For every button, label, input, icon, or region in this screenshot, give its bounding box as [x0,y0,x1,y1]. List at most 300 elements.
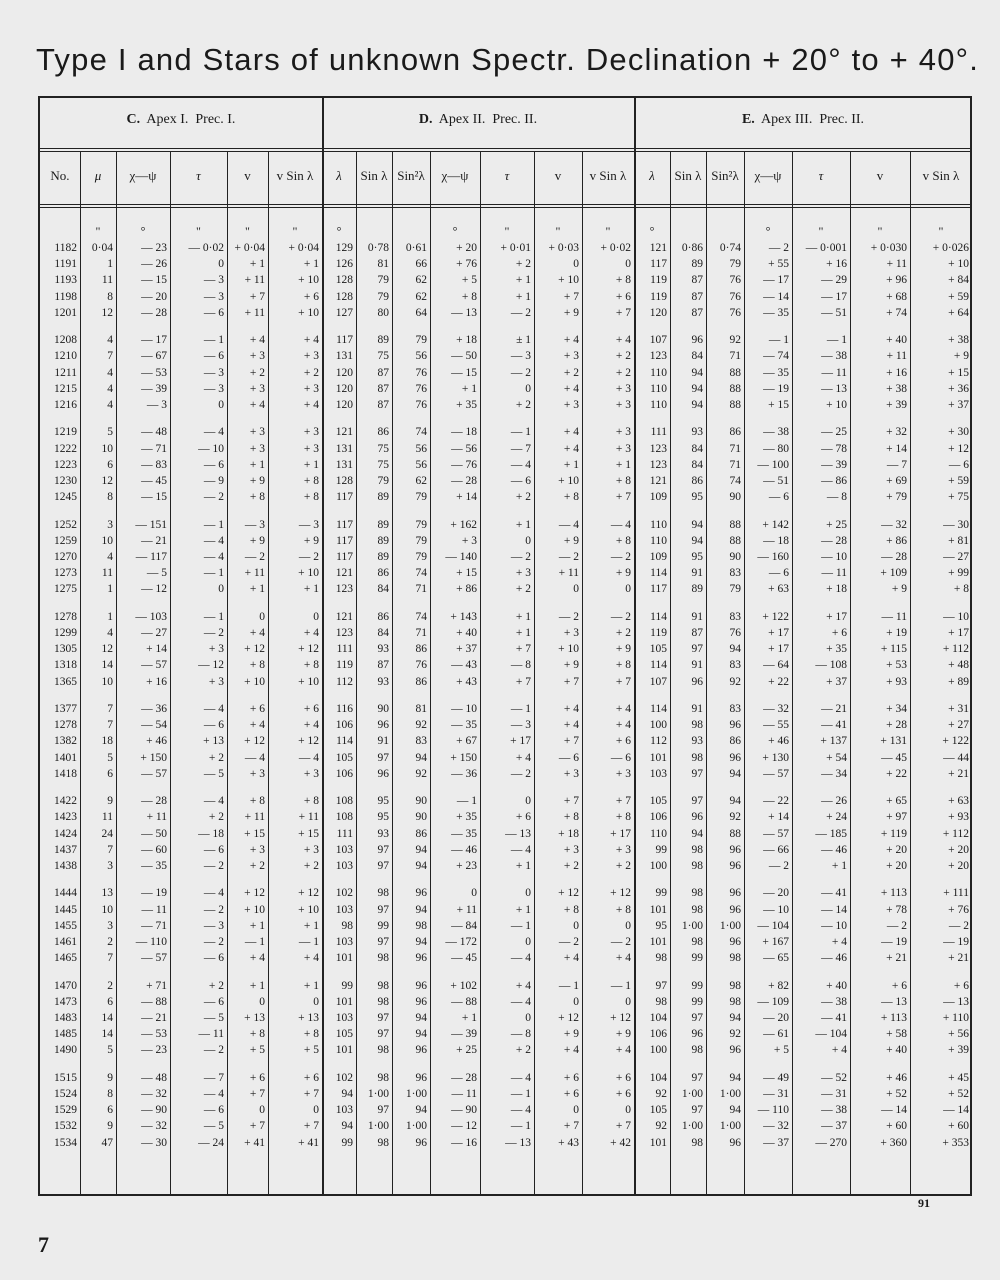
table-cell: + 1 [303,919,319,932]
star-number: 1259 [54,534,77,547]
table-cell: 96 [415,1071,427,1084]
table-cell: 83 [415,735,427,748]
table-cell: + 40 [886,1044,907,1057]
table-cell: — 30 [943,518,969,531]
table-cell: + 14 [456,491,477,504]
table-cell: — 4 [298,751,319,764]
table-cell: + 14 [768,811,789,824]
table-cell: + 25 [456,1044,477,1057]
unit-label: ° [452,224,458,238]
table-cell: 88 [729,382,741,395]
table-cell: 127 [335,306,353,319]
unit-label: " [938,224,944,238]
table-row [40,290,974,304]
table-cell: 102 [335,1071,353,1084]
table-cell: 98 [341,919,353,932]
table-cell: 12 [101,643,113,656]
table-cell: 104 [649,1071,667,1084]
table-cell: + 35 [456,399,477,411]
table-cell: + 12 [244,887,265,900]
table-cell: 105 [335,751,353,764]
table-cell: 111 [336,643,353,656]
table-cell: — 6 [610,751,631,764]
table-cell: + 3 [249,843,265,856]
table-cell: + 1 [515,903,531,916]
table-cell: — 172 [445,936,477,948]
table-cell: 75 [377,350,389,363]
table-cell: — 12 [198,659,224,672]
table-cell: 8 [107,491,113,504]
table-cell: + 27 [948,719,969,732]
table-cell: 7 [107,703,113,715]
table-cell: 86 [377,426,389,439]
table-cell: 102 [335,887,353,900]
table-cell: — 57 [141,767,167,780]
table-cell: 79 [415,491,427,504]
table-cell: — 19 [943,936,969,948]
star-number: 1490 [54,1044,77,1057]
table-cell: — 26 [821,795,847,808]
table-cell: + 1 [515,518,531,531]
table-cell: 0 [218,399,224,411]
star-number: 1201 [54,306,77,319]
section-header-2 [322,112,634,128]
table-cell: + 41 [244,1136,265,1149]
table-cell: 3 [107,860,113,872]
table-cell: + 7 [303,1088,319,1100]
table-cell: 121 [335,426,353,439]
table-cell: 87 [691,290,703,303]
table-cell: — 57 [141,659,167,672]
table-cell: 123 [649,350,667,363]
table-cell: + 0·030 [870,242,907,254]
table-cell: + 79 [886,491,907,504]
table-cell: 71 [729,350,741,363]
table-cell: — 0·001 [805,242,847,254]
table-cell: + 1 [461,382,477,395]
table-cell: — 28 [141,795,167,808]
table-row [40,1119,974,1133]
table-cell: — 2 [244,551,265,563]
table-cell: — 37 [821,1120,847,1133]
table-cell: 84 [691,350,703,363]
table-cell: + 8 [249,491,265,504]
table-cell: 1·00 [681,919,703,932]
table-cell: — 61 [763,1028,789,1041]
table-cell: + 43 [558,1136,579,1149]
table-cell: — 80 [763,442,789,455]
table-cell: 79 [377,290,389,303]
section-letter: D. [418,112,433,127]
table-cell: 100 [649,860,667,872]
star-number: 1270 [54,551,77,563]
table-cell: 86 [415,827,427,840]
table-cell: 97 [377,1104,389,1117]
table-cell: — 2 [510,767,531,780]
table-cell: + 67 [456,735,477,748]
table-cell: 13 [101,887,113,900]
table-cell: + 17 [826,610,847,623]
table-cell: — 46 [821,843,847,856]
table-cell: — 15 [141,274,167,287]
table-cell: + 4 [563,382,579,395]
table-cell: + 6 [249,1071,265,1084]
table-cell: + 4 [563,334,579,347]
table-cell: — 2 [298,551,319,563]
column-header: χ—ψ [754,168,782,183]
table-cell: — 45 [141,475,167,487]
table-cell: 119 [336,659,353,672]
table-cell: — 3 [298,518,319,531]
table-cell: — 12 [451,1120,477,1133]
table-cell: + 12 [558,1012,579,1024]
table-cell: — 45 [451,952,477,965]
table-cell: — 30 [141,1136,167,1149]
table-cell: 131 [335,458,353,471]
table-cell: + 102 [450,979,477,992]
table-cell: — 6 [768,491,789,504]
table-cell: + 82 [768,979,789,992]
table-cell: + 10 [948,258,969,271]
table-cell: 14 [101,1012,113,1024]
table-cell: 93 [377,675,389,688]
table-cell: + 2 [563,366,579,379]
table-cell: + 9 [953,350,969,363]
table-cell: 98 [377,887,389,900]
table-cell: — 37 [763,1136,789,1149]
table-cell: — 2 [886,919,907,932]
table-cell: + 78 [886,903,907,916]
table-cell: + 7 [563,795,579,808]
table-cell: + 162 [450,518,477,531]
table-cell: — 57 [141,952,167,965]
section-header-3 [634,112,972,128]
table-cell: + 76 [948,903,969,916]
table-cell: 98 [655,952,667,965]
table-cell: + 20 [456,242,477,254]
table-cell: ± 1 [516,334,531,347]
table-row [40,257,974,271]
table-cell: + 3 [615,442,631,455]
table-row [40,518,974,532]
table-cell: 110 [650,399,667,411]
star-number: 1182 [54,242,77,254]
table-cell: 108 [335,795,353,808]
table-row [40,675,974,689]
table-cell: 56 [415,350,427,363]
table-cell: — 38 [763,426,789,439]
table-cell: + 4 [303,399,319,411]
table-cell: 97 [377,843,389,856]
table-cell: + 12 [610,1012,631,1024]
table-cell: — 2 [948,919,969,932]
table-cell: 91 [691,703,703,715]
table-cell: — 55 [763,719,789,732]
table-cell: 105 [649,1104,667,1117]
table-cell: + 5 [461,274,477,287]
table-cell: — 25 [821,426,847,439]
table-cell: 86 [729,426,741,439]
table-cell: 79 [415,334,427,347]
table-cell: 98 [377,1071,389,1084]
table-row [40,642,974,656]
section-letter: E. [741,112,755,127]
table-cell: + 21 [948,952,969,965]
table-row [40,1071,974,1085]
table-cell: 76 [729,290,741,303]
table-cell: + 9 [563,1028,579,1041]
table-cell: + 8 [303,795,319,808]
table-cell: 114 [336,735,353,748]
section-label: Apex III. Prec. II. [754,112,865,127]
table-row [40,734,974,748]
table-cell: + 4 [515,979,531,992]
table-cell: 110 [650,827,667,840]
table-cell: — 39 [451,1028,477,1041]
table-cell: — 28 [881,551,907,563]
table-cell: — 13 [943,995,969,1008]
table-cell: 86 [729,735,741,748]
table-cell: 24 [101,827,113,840]
table-cell: + 5 [773,1044,789,1057]
table-cell: + 7 [563,735,579,748]
unit-label: " [196,224,201,238]
table-cell: 14 [101,1028,113,1041]
table-cell: — 7 [886,458,907,471]
table-cell: — 185 [815,827,847,840]
star-number: 1532 [54,1120,77,1133]
table-cell: 92 [415,767,427,780]
table-cell: + 37 [826,675,847,688]
table-cell: + 15 [948,366,969,379]
table-cell: — 41 [821,719,847,732]
table-cell: — 1 [298,936,319,948]
table-cell: 80 [377,306,389,319]
table-cell: + 18 [826,583,847,596]
table-cell: 94 [415,843,427,856]
rule-under-headers-double [40,207,972,208]
table-cell: — 103 [135,610,167,623]
table-cell: + 20 [948,843,969,856]
table-cell: + 2 [249,366,265,379]
table-cell: 0 [625,1104,631,1117]
table-cell: + 68 [886,290,907,303]
rule-under-sections [40,148,972,149]
table-cell: 94 [691,399,703,411]
star-number: 1455 [54,919,77,932]
table-cell: 89 [377,491,389,504]
star-number: 1210 [54,350,77,363]
table-cell: + 6 [303,703,319,715]
table-cell: + 8 [303,659,319,672]
table-cell: + 2 [208,811,224,824]
table-cell: + 1 [303,583,319,596]
table-cell: + 17 [768,627,789,639]
table-cell: + 8 [563,903,579,916]
table-cell: + 65 [886,795,907,808]
table-cell: — 100 [757,458,789,471]
column-header: v Sin λ [589,168,627,183]
star-number: 1278 [54,719,77,732]
table-cell: — 4 [510,1104,531,1117]
star-number: 1438 [54,860,77,872]
table-cell: 96 [415,979,427,992]
table-cell: + 60 [886,1120,907,1133]
table-cell: 71 [729,442,741,455]
table-cell: 4 [107,382,113,395]
table-cell: — 17 [821,290,847,303]
table-cell: + 2 [563,860,579,872]
table-cell: 98 [655,995,667,1008]
table-row [40,398,974,412]
table-cell: 91 [691,567,703,580]
table-cell: + 10 [298,274,319,287]
table-cell: 76 [729,627,741,639]
table-row [40,425,974,439]
table-cell: 101 [649,1136,667,1149]
table-cell: — 1 [510,919,531,932]
table-cell: 94 [729,795,741,808]
table-cell: 0 [625,258,631,271]
table-cell: — 39 [141,382,167,395]
table-cell: 109 [649,551,667,563]
table-cell: + 167 [762,936,789,948]
table-cell: 97 [691,643,703,656]
table-cell: — 71 [141,442,167,455]
table-cell: 96 [729,719,741,732]
table-cell: 76 [729,274,741,287]
table-cell: 90 [415,811,427,824]
table-cell: + 4 [615,719,631,732]
table-cell: 84 [691,442,703,455]
table-cell: 94 [691,827,703,840]
table-cell: 93 [377,643,389,656]
rule-under-sections-double [40,151,972,152]
table-cell: — 4 [203,426,224,439]
table-row [40,702,974,716]
table-cell: 4 [107,366,113,379]
table-cell: 6 [107,1104,113,1117]
table-cell: 110 [650,518,667,531]
table-cell: 116 [336,703,353,715]
table-cell: 11 [101,567,113,580]
table-cell: — 14 [943,1104,969,1117]
table-cell: 128 [335,274,353,287]
table-cell: 94 [415,936,427,948]
table-cell: 87 [377,382,389,395]
table-cell: + 11 [244,811,265,824]
table-cell: 96 [729,860,741,872]
table-cell: 79 [729,258,741,271]
table-cell: 94 [341,1120,353,1133]
table-cell: 0 [259,995,265,1008]
table-cell: 2 [107,979,113,992]
table-cell: — 2 [558,936,579,948]
table-cell: — 46 [821,952,847,965]
table-cell: + 46 [886,1071,907,1084]
table-cell: 98 [691,1044,703,1057]
table-cell: — 7 [203,1071,224,1084]
star-number: 1275 [54,583,77,596]
table-cell: 0 [525,1012,531,1024]
table-cell: — 18 [198,827,224,840]
table-cell: — 31 [821,1088,847,1100]
table-cell: 98 [377,1044,389,1057]
table-cell: + 3 [249,350,265,363]
table-cell: — 1 [244,936,265,948]
table-cell: 94 [415,1028,427,1041]
table-cell: 121 [649,242,667,254]
table-row [40,566,974,580]
table-cell: + 2 [303,860,319,872]
table-cell: + 8 [615,475,631,487]
table-cell: + 9 [891,583,907,596]
table-cell: 112 [336,675,353,688]
table-cell: 95 [377,811,389,824]
table-cell: — 1 [510,1088,531,1100]
table-cell: — 35 [141,860,167,872]
table-cell: — 4 [558,518,579,531]
table-cell: 107 [649,334,667,347]
table-cell: 89 [377,334,389,347]
table-cell: — 104 [757,919,789,932]
page-number-left: 7 [38,1232,49,1257]
table-cell: + 4 [249,334,265,347]
table-cell: — 2 [203,903,224,916]
table-cell: + 9 [563,534,579,547]
table-cell: + 7 [615,306,631,319]
table-cell: 1·00 [405,1120,427,1133]
table-cell: 117 [336,491,353,504]
table-cell: 1·00 [367,1120,389,1133]
table-cell: — 1 [510,426,531,439]
table-row [40,919,974,933]
table-cell: 87 [377,366,389,379]
table-cell: + 12 [244,735,265,748]
table-cell: — 64 [763,659,789,672]
column-header: v [876,168,884,183]
table-cell: 0·78 [367,242,389,254]
table-cell: 100 [649,719,667,732]
table-cell: 96 [729,936,741,948]
table-row [40,859,974,873]
unit-label: ° [649,224,655,238]
table-cell: + 3 [208,643,224,656]
table-cell: 95 [655,919,667,932]
table-cell: — 38 [821,350,847,363]
table-cell: 97 [377,1012,389,1024]
table-cell: + 1 [303,979,319,992]
table-row [40,490,974,504]
table-cell: — 56 [451,442,477,455]
table-cell: — 51 [763,475,789,487]
table-cell: + 13 [244,1012,265,1024]
table-cell: + 0·03 [548,242,579,254]
table-cell: + 38 [886,382,907,395]
table-cell: 96 [729,903,741,916]
table-cell: 123 [335,627,353,639]
table-row [40,306,974,320]
table-cell: 18 [101,735,113,748]
table-cell: 109 [649,491,667,504]
table-cell: — 34 [821,767,847,780]
table-cell: — 53 [141,1028,167,1041]
star-number: 1305 [54,643,77,656]
table-cell: + 11 [244,274,265,287]
table-cell: — 23 [141,1044,167,1057]
table-cell: 128 [335,290,353,303]
table-cell: — 45 [881,751,907,764]
